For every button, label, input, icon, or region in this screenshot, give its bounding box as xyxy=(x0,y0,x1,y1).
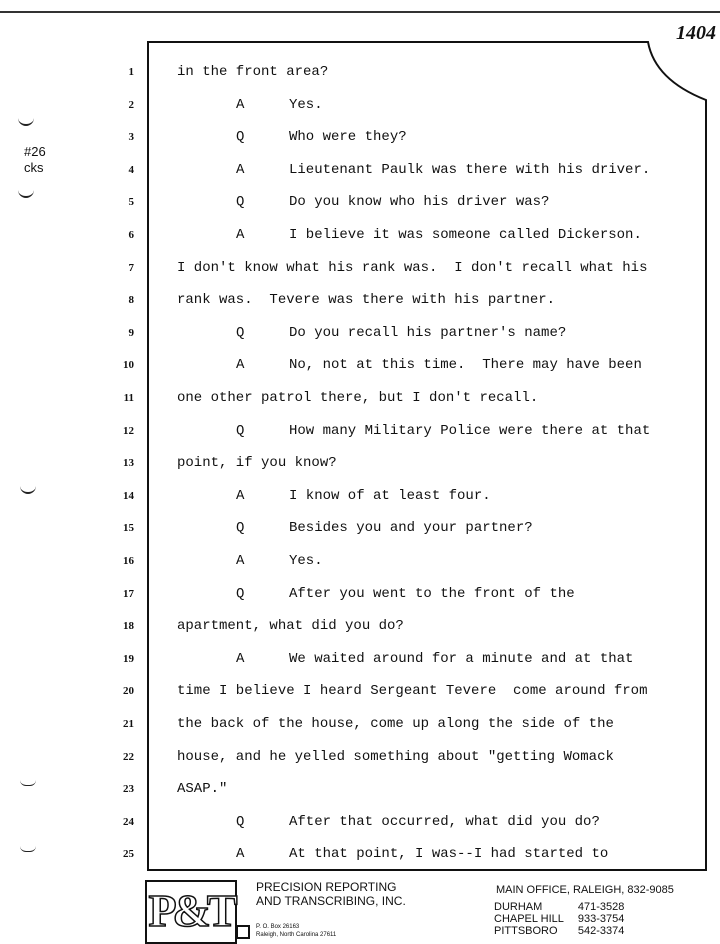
company-name-line1: PRECISION REPORTING xyxy=(256,880,397,894)
office-row xyxy=(494,925,638,937)
transcript-line-text: Yes. xyxy=(289,96,323,113)
transcript-line-text: No, not at this time. There may have been xyxy=(289,357,642,374)
transcript-line-text: Yes. xyxy=(289,553,323,569)
transcript-line-text: Do you recall his partner's name? xyxy=(289,324,567,341)
speaker-label: A xyxy=(236,553,245,569)
line-number: 10 xyxy=(123,359,134,372)
transcript-line-text: Lieutenant Paulk was there with his driver. xyxy=(289,161,651,178)
line-number: 24 xyxy=(123,815,134,828)
company-name-line2: AND TRANSCRIBING, INC. xyxy=(256,894,406,908)
line-number: 20 xyxy=(123,685,134,698)
speaker-label: A xyxy=(236,650,245,667)
line-number: 7 xyxy=(128,261,134,274)
speaker-label: Q xyxy=(236,324,245,341)
main-office: MAIN OFFICE, RALEIGH, 832-9085 xyxy=(496,884,674,896)
office-row xyxy=(494,913,638,925)
transcript-line-text: in the front area? xyxy=(177,64,329,80)
line-number: 21 xyxy=(123,718,134,730)
office-row xyxy=(494,901,638,913)
transcript-line-text: I believe it was someone called Dickerson. xyxy=(289,227,642,243)
line-number: 2 xyxy=(128,98,134,111)
line-number: 3 xyxy=(128,131,134,144)
speaker-label: Q xyxy=(236,129,245,146)
transcript-line-text: ASAP." xyxy=(177,781,228,798)
line-number: 9 xyxy=(128,326,134,339)
line-number: 23 xyxy=(123,783,134,796)
speaker-label: Q xyxy=(236,422,245,439)
speaker-label: Q xyxy=(236,520,245,537)
transcript-line-text: After that occurred, what did you do? xyxy=(289,813,600,830)
transcript-line-text: After you went to the front of the xyxy=(289,585,575,602)
address-line1: P. O. Box 26163 xyxy=(256,924,300,930)
transcript-line-text: one other patrol there, but I don't recall. xyxy=(177,390,539,406)
margin-note: cks xyxy=(24,160,44,175)
line-number: 25 xyxy=(123,848,134,861)
office-list xyxy=(494,901,638,937)
speaker-label: Q xyxy=(236,194,245,211)
transcript-line-text: time I believe I heard Sergeant Tevere come around from xyxy=(177,683,648,700)
speaker-label: A xyxy=(236,227,245,243)
line-number: 17 xyxy=(123,587,134,600)
office-city: CHAPEL HILL xyxy=(494,913,564,925)
line-number: 4 xyxy=(128,163,134,176)
company-logo: P&T xyxy=(145,880,237,944)
line-number: 12 xyxy=(123,424,134,437)
line-number: 13 xyxy=(123,457,134,470)
transcript-line-text: apartment, what did you do? xyxy=(177,618,404,635)
transcript-line-text: I don't know what his rank was. I don't recall what his xyxy=(177,259,648,276)
transcript-line-text: rank was. Tevere was there with his partner. xyxy=(177,292,556,309)
speaker-label: A xyxy=(236,357,245,374)
speaker-label: Q xyxy=(236,813,245,830)
transcript-line-text: point, if you know? xyxy=(177,455,337,472)
page-number: 1404 xyxy=(676,22,716,44)
line-number: 22 xyxy=(123,750,134,763)
office-phone: 933-3754 xyxy=(577,913,625,925)
line-number: 8 xyxy=(128,294,134,307)
line-number: 19 xyxy=(123,652,134,665)
speaker-label: A xyxy=(236,487,245,504)
address-line2: Raleigh, North Carolina 27611 xyxy=(256,932,337,938)
transcript-line-text: Do you know who his driver was? xyxy=(289,194,550,211)
line-number: 11 xyxy=(123,392,134,404)
logo-square xyxy=(236,925,250,939)
transcript-line-text: Who were they? xyxy=(289,129,407,146)
margin-note: #26 xyxy=(24,144,46,159)
speaker-label: A xyxy=(236,161,245,178)
line-number: 16 xyxy=(123,555,134,567)
line-number: 18 xyxy=(123,620,134,633)
transcript-line-text: I know of at least four. xyxy=(289,487,491,504)
line-number: 1 xyxy=(128,66,134,78)
line-number: 15 xyxy=(123,522,134,535)
office-city: DURHAM xyxy=(494,901,543,913)
transcript-line-text: How many Military Police were there at that xyxy=(289,422,651,439)
speaker-label: A xyxy=(236,96,245,113)
speaker-label: Q xyxy=(236,585,245,602)
transcript-line-text: the back of the house, come up along the side of the xyxy=(177,716,614,732)
transcript-line-text: We waited around for a minute and at that xyxy=(289,650,634,667)
speaker-label: A xyxy=(236,846,245,863)
transcript-line-text: house, and he yelled something about "getting Womack xyxy=(177,748,614,765)
line-number: 5 xyxy=(128,196,134,209)
transcript-line-text: Besides you and your partner? xyxy=(289,520,533,537)
line-number: 14 xyxy=(123,489,134,502)
office-city: PITTSBORO xyxy=(494,925,558,937)
line-number: 6 xyxy=(128,229,134,241)
transcript-line-text: At that point, I was--I had started to xyxy=(289,846,609,863)
office-phone: 542-3374 xyxy=(577,925,625,937)
office-phone: 471-3528 xyxy=(577,901,625,913)
